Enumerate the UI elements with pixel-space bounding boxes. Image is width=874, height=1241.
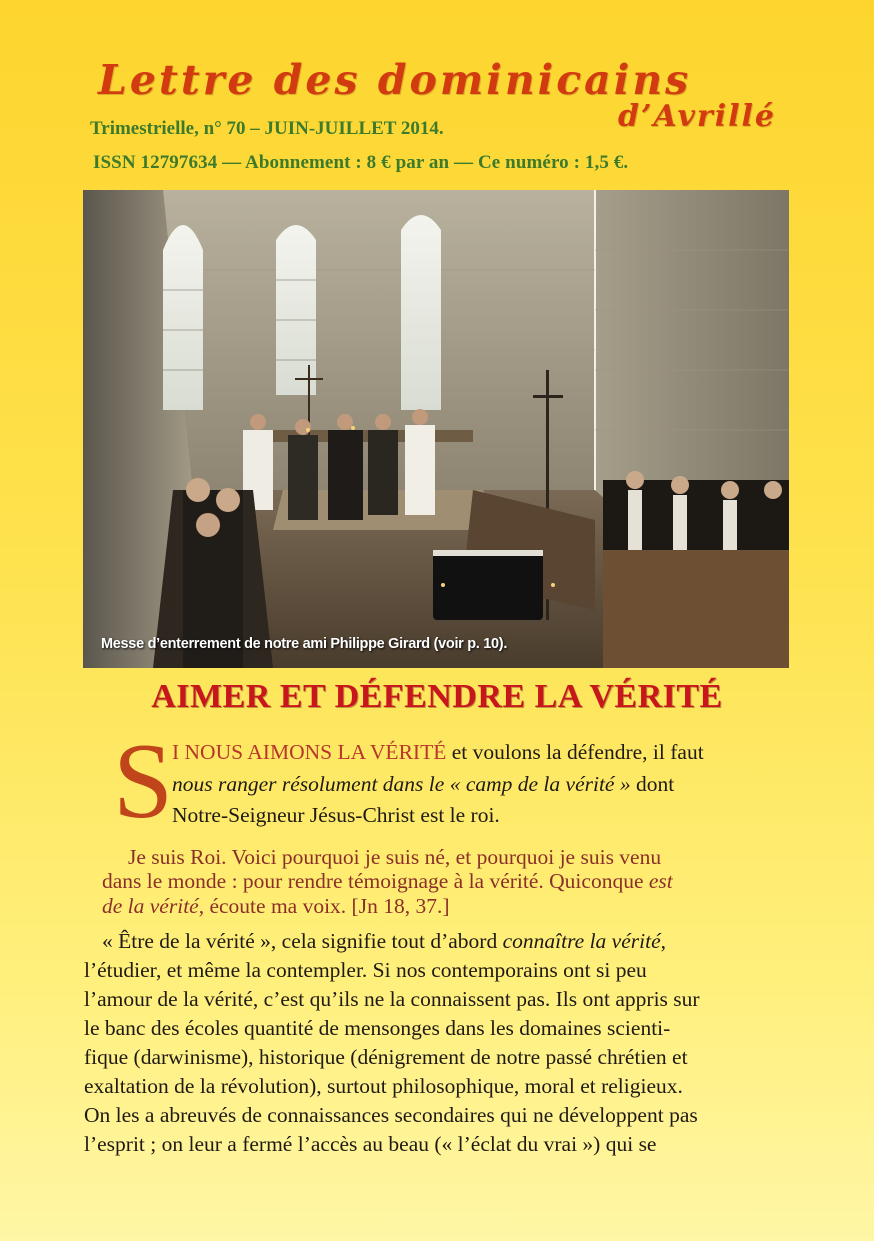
- body-line-4: le banc des écoles quantité de mensonges dans les domaines scienti-: [84, 1016, 671, 1040]
- intro-caps: I NOUS AIMONS LA VÉRITÉ: [172, 740, 447, 764]
- body-line-1-italic: connaître la vérité: [502, 929, 661, 953]
- quote-line-3-italic: de la vérité: [102, 894, 199, 918]
- photo-caption: Messe d’enterrement de notre ami Philippe Girard (voir p. 10).: [101, 636, 508, 652]
- body-line-7: On les a abreuvés de connaissances secondaires qui ne développent pas: [84, 1103, 698, 1127]
- intro-line-1: [172, 740, 704, 765]
- body-line-3: l’amour de la vérité, c’est qu’ils ne la connaissent pas. Ils ont appris sur: [84, 987, 700, 1011]
- issn-line: ISSN 12797634 — Abonnement : 8 € par an — Ce numéro : 1,5 €.: [93, 152, 629, 173]
- intro-italic: nous ranger résolument dans le « camp de la vérité »: [172, 772, 631, 796]
- body-line-6: exaltation de la révolution), surtout philosophique, moral et religieux.: [84, 1074, 683, 1098]
- body-line-2: l’étudier, et même la contempler. Si nos contemporains ont si peu: [84, 958, 647, 982]
- issue-line: Trimestrielle, n° 70 – JUIN-JUILLET 2014.: [90, 118, 444, 139]
- body-line-1: [102, 929, 666, 954]
- cover-photo: [83, 190, 789, 668]
- quote-line-2-italic: est: [648, 869, 673, 893]
- quote-line-1: Je suis Roi. Voici pourquoi je suis né, et pourquoi je suis venu: [128, 845, 662, 869]
- body-line-5: fique (darwinisme), historique (dénigrement de notre passé chrétien et: [84, 1045, 688, 1069]
- body-line-1-b: ,: [660, 929, 666, 953]
- quote-line-3-rest: , écoute ma voix. [Jn 18, 37.]: [198, 894, 450, 918]
- quote-line-3: [102, 894, 450, 919]
- masthead-title: Lettre des dominicains: [98, 56, 692, 104]
- chapel-photo-illustration: [83, 190, 789, 668]
- quote-line-2-text: dans le monde : pour rendre témoignage à la vérité. Quiconque: [102, 869, 649, 893]
- intro-line-2: [172, 772, 674, 797]
- body-line-1-a: « Être de la vérité », cela signifie tout d’abord: [102, 929, 503, 953]
- intro-line-3: Notre-Seigneur Jésus-Christ est le roi.: [172, 803, 500, 827]
- quote-line-2: [102, 869, 673, 894]
- masthead-subtitle: d’Avrillé: [618, 99, 776, 134]
- intro-line-2-rest: dont: [630, 772, 675, 796]
- body-line-8: l’esprit ; on leur a fermé l’accès au beau (« l’éclat du vrai ») qui se: [84, 1132, 657, 1156]
- article-headline: AIMER ET DÉFENDRE LA VÉRITÉ: [151, 678, 723, 715]
- intro-line-1-rest: et voulons la défendre, il faut: [446, 740, 704, 764]
- drop-cap: S: [113, 722, 174, 841]
